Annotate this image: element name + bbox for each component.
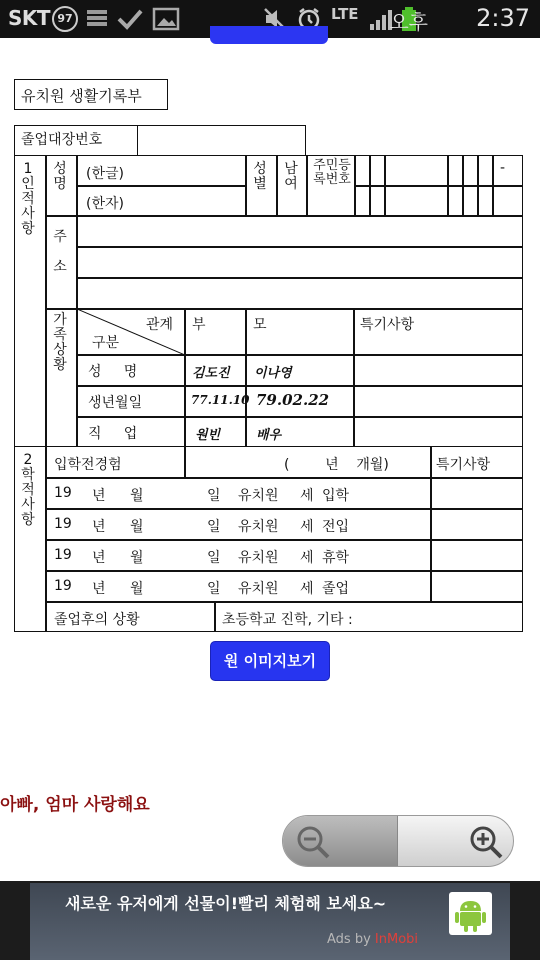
graduation-no-label: 졸업대장번호 <box>21 132 103 148</box>
year-label: 년 <box>92 519 106 535</box>
after-grad-value: 초등학교 진학, 기타 : <box>222 612 353 628</box>
name-row-label: 성 명 <box>88 364 138 380</box>
event-label: 휴학 <box>322 550 350 566</box>
dob-row-label: 생년월일 <box>88 395 143 411</box>
gender-label: 성별 <box>253 161 267 192</box>
top-button[interactable] <box>210 26 328 44</box>
zoom-out-icon <box>295 824 331 860</box>
mother-dob: 79.02.22 <box>256 391 330 409</box>
message-text: 아빠, 엄마 사랑해요 <box>0 795 150 815</box>
mother-label: 모 <box>253 317 267 333</box>
ampm-label: 오후 <box>389 10 428 34</box>
day-label: 일 <box>207 581 221 597</box>
cat-badge-icon: 97 <box>52 6 78 32</box>
prior-exp-label: 입학전경험 <box>54 457 122 473</box>
hangul-label: (한글) <box>86 166 124 182</box>
after-grad-label: 졸업후의 상황 <box>54 612 140 628</box>
kindergarten-label: 유치원 <box>238 550 279 566</box>
form-title: 유치원 생활기록부 <box>14 79 168 110</box>
graduation-no-value <box>137 125 306 156</box>
father-dob: 77.11.10 <box>191 393 250 407</box>
month-label: 월 <box>130 519 144 535</box>
carrier-label: SKT <box>8 6 51 30</box>
age-label: 세 <box>300 550 314 566</box>
view-original-button[interactable]: 원 이미지보기 <box>210 641 330 681</box>
ad-text[interactable]: 새로운 유저에게 선물이!빨리 체험해 보세요~ <box>65 894 387 913</box>
family-label: 가족상황 <box>53 312 67 373</box>
kindergarten-label: 유치원 <box>238 581 279 597</box>
year-prefix: 19 <box>54 578 72 594</box>
ad-brand: InMobi <box>374 932 419 947</box>
month-label: 월 <box>130 581 144 597</box>
section1-label: 1인적사항 <box>21 161 35 237</box>
month-label: 월 <box>130 488 144 504</box>
event-label: 전입 <box>322 519 350 535</box>
mother-name: 이나영 <box>254 366 292 381</box>
month-label: 월 <box>130 550 144 566</box>
android-icon[interactable] <box>449 892 492 935</box>
id-dash: - <box>500 160 506 176</box>
year-prefix: 19 <box>54 485 72 501</box>
year-label: 년 <box>92 488 106 504</box>
year-label: 년 <box>92 581 106 597</box>
hanja-label: (한자) <box>86 196 124 212</box>
age-label: 세 <box>300 519 314 535</box>
id-label: 주민등록번호 <box>313 158 351 187</box>
division-label: 구분 <box>92 335 120 351</box>
special-notes-label: 특기사항 <box>360 317 415 333</box>
name-label: 성명 <box>53 161 67 192</box>
father-name: 김도진 <box>192 366 230 381</box>
zoom-in-button[interactable] <box>398 816 514 867</box>
year-prefix: 19 <box>54 516 72 532</box>
father-job: 원빈 <box>195 428 221 443</box>
day-label: 일 <box>207 550 221 566</box>
clock: 2:37 <box>476 4 530 32</box>
section2-label: 2학적사항 <box>21 452 35 528</box>
graduation-no-label-cell <box>14 125 138 156</box>
father-label: 부 <box>192 317 206 333</box>
event-label: 입학 <box>322 488 350 504</box>
mother-job: 배우 <box>256 428 282 443</box>
zoom-in-icon <box>468 824 504 860</box>
ads-by-label: Ads by <box>327 932 375 947</box>
prior-exp-value: ( 년 개월) <box>284 457 389 473</box>
signal-bars-icon <box>86 6 108 32</box>
check-icon <box>116 6 144 32</box>
kindergarten-label: 유치원 <box>238 519 279 535</box>
age-label: 세 <box>300 488 314 504</box>
zoom-control <box>282 815 514 867</box>
zoom-out-button[interactable] <box>283 816 398 867</box>
relation-label: 관계 <box>146 317 174 333</box>
special-notes2-label: 특기사항 <box>436 457 491 473</box>
event-label: 졸업 <box>322 581 350 597</box>
lte-icon: LTE <box>331 5 359 23</box>
diagonal-line <box>77 309 185 355</box>
kindergarten-label: 유치원 <box>238 488 279 504</box>
gender-values: 남여 <box>284 161 298 192</box>
image-icon <box>152 6 180 32</box>
job-row-label: 직 업 <box>88 426 138 442</box>
year-prefix: 19 <box>54 547 72 563</box>
year-label: 년 <box>92 550 106 566</box>
day-label: 일 <box>207 488 221 504</box>
day-label: 일 <box>207 519 221 535</box>
address-label: 주소 <box>53 229 67 275</box>
ad-attribution <box>327 932 418 947</box>
age-label: 세 <box>300 581 314 597</box>
